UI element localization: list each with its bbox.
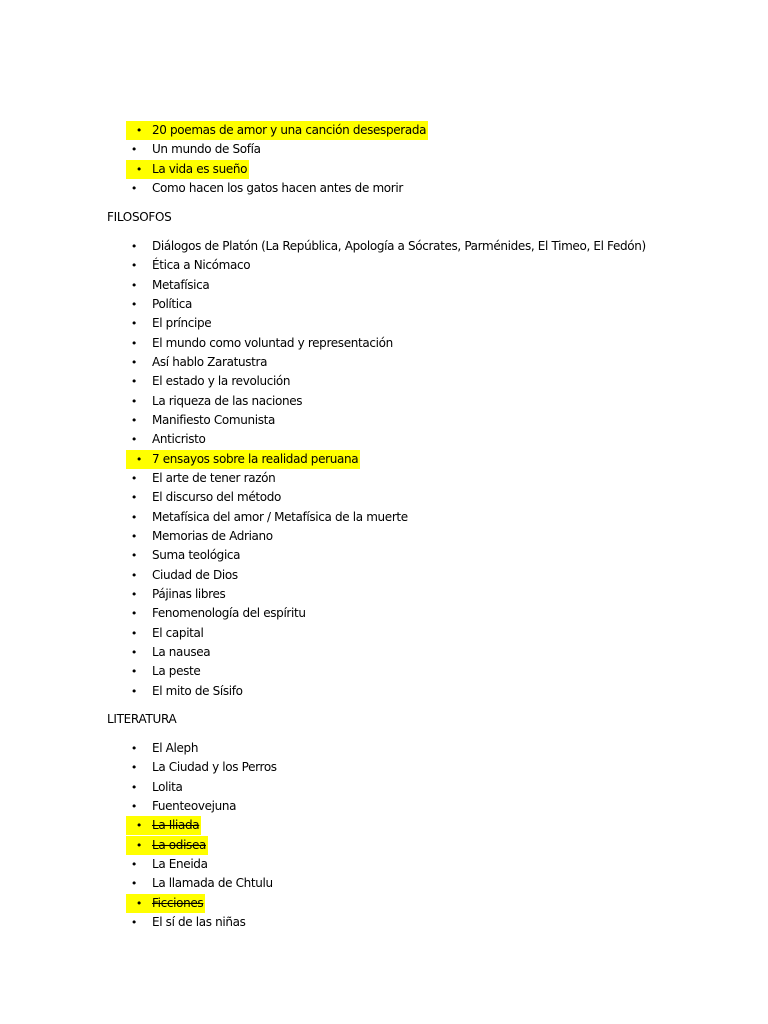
list-item-label: Un mundo de Sofía — [152, 142, 261, 157]
section-heading-literatura: LITERATURA — [107, 712, 177, 726]
list-item-label: Ética a Nicómaco — [152, 258, 251, 273]
list-item-label: Fenomenología del espíritu — [152, 606, 306, 621]
bullet-icon: • — [126, 121, 152, 140]
bullet-icon: • — [130, 491, 138, 505]
bullet-icon: • — [130, 587, 138, 601]
bullet-icon: • — [130, 665, 138, 679]
bullet-icon: • — [130, 684, 138, 698]
list-item-label: La riqueza de las naciones — [152, 393, 303, 408]
list-item-label: El mundo como voluntad y representación — [152, 335, 393, 350]
bullet-icon: • — [130, 317, 138, 331]
bullet-icon: • — [130, 143, 138, 157]
list-item-label: La nausea — [152, 644, 211, 659]
list-item-label: Metafísica — [152, 277, 210, 292]
list-item-label: Suma teológica — [152, 548, 241, 563]
bullet-icon: • — [130, 510, 138, 524]
list-item-label: Metafísica del amor / Metafísica de la muerte — [152, 509, 408, 524]
bullet-icon: • — [130, 799, 138, 813]
list-item-label: Manifiesto Comunista — [152, 412, 275, 427]
list-item-label: 7 ensayos sobre la realidad peruana — [152, 450, 360, 469]
bullet-icon: • — [130, 857, 138, 871]
list-item-label: Así hablo Zaratustra — [152, 354, 268, 369]
bullet-icon: • — [126, 894, 152, 913]
bullet-icon: • — [130, 529, 138, 543]
bullet-icon: • — [130, 549, 138, 563]
list-item-label: La peste — [152, 664, 201, 679]
list-item-label: El estado y la revolución — [152, 374, 291, 389]
bullet-icon: • — [130, 626, 138, 640]
bullet-icon: • — [130, 394, 138, 408]
bullet-icon: • — [130, 181, 138, 195]
bullet-icon: • — [126, 450, 152, 469]
list-item-label: Lolita — [152, 779, 183, 794]
bullet-icon: • — [130, 413, 138, 427]
bullet-icon: • — [130, 761, 138, 775]
bullet-icon: • — [130, 240, 138, 253]
list-item-label: Ficciones — [152, 894, 205, 913]
list-item-label: El arte de tener razón — [152, 470, 276, 485]
bullet-icon: • — [130, 607, 138, 621]
list-item-label: Anticristo — [152, 432, 206, 447]
bullet-icon: • — [130, 471, 138, 485]
list-item-label: El capital — [152, 625, 204, 640]
bullet-icon: • — [126, 160, 152, 179]
list-item-label: Pájinas libres — [152, 586, 226, 601]
bullet-icon: • — [130, 780, 138, 794]
list-item-label: El mito de Sísifo — [152, 683, 243, 698]
list-item-label: El príncipe — [152, 316, 212, 331]
list-item-label: La llamada de Chtulu — [152, 876, 273, 891]
list-item-label: Política — [152, 296, 193, 311]
bullet-icon: • — [130, 259, 138, 273]
list-item-label: El Aleph — [152, 741, 199, 755]
bullet-icon: • — [130, 568, 138, 582]
list-item-label: La Iliada — [152, 816, 201, 835]
list-item-label: 20 poemas de amor y una canción desesperada — [152, 121, 428, 140]
bullet-icon: • — [130, 297, 138, 311]
bullet-icon: • — [126, 816, 152, 835]
bullet-icon: • — [130, 375, 138, 389]
bullet-icon: • — [130, 877, 138, 891]
bullet-icon: • — [130, 355, 138, 369]
list-item-label: Diálogos de Platón (La República, Apología a Sócrates, Parménides, El Timeo, El Fedón) — [152, 239, 646, 253]
bullet-icon: • — [130, 336, 138, 350]
list-item-label: Como hacen los gatos hacen antes de morir — [152, 180, 403, 195]
list-item-label: La Ciudad y los Perros — [152, 760, 277, 775]
bullet-icon: • — [130, 278, 138, 292]
list-item-label: La vida es sueño — [152, 160, 249, 179]
list-item-label: El sí de las niñas — [152, 914, 246, 929]
list-item-label: Ciudad de Dios — [152, 567, 238, 582]
bullet-icon: • — [130, 645, 138, 659]
bullet-icon: • — [130, 433, 138, 447]
list-item-label: La odisea — [152, 836, 208, 855]
list-item-label: El discurso del método — [152, 490, 282, 505]
list-item-label: Fuenteovejuna — [152, 798, 237, 813]
section-heading-filosofos: FILOSOFOS — [107, 210, 172, 224]
list-item-label: Memorias de Adriano — [152, 528, 273, 543]
bullet-icon: • — [130, 915, 138, 929]
bullet-icon: • — [126, 836, 152, 855]
bullet-icon: • — [130, 742, 138, 755]
list-item-label: La Eneida — [152, 856, 208, 871]
